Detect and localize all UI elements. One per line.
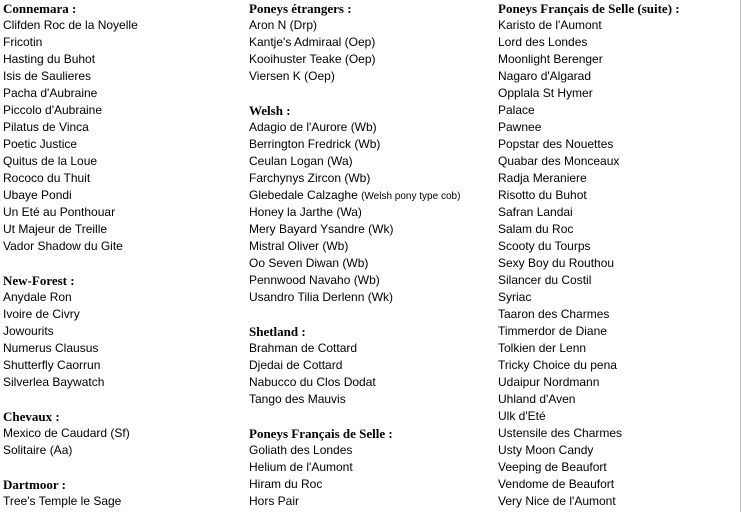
list-item: Mistral Oliver (Wb) xyxy=(249,239,349,253)
list-item: Usandro Tilia Derlenn (Wk) xyxy=(249,290,394,304)
list-item: Shutterfly Caorrun xyxy=(3,358,101,372)
section-title-poneys-etrangers: Poneys étrangers : xyxy=(249,1,352,16)
section-title-new-forest: New-Forest : xyxy=(3,273,75,288)
list-item: Risotto du Buhot xyxy=(498,188,587,202)
list-item: Brahman de Cottard xyxy=(249,341,358,355)
list-item: Kooihuster Teake (Oep) xyxy=(249,52,376,66)
column-3 xyxy=(498,0,738,510)
list-item: Helium de l'Aumont xyxy=(249,460,353,474)
list-item: Very Nice de l'Aumont xyxy=(498,494,616,508)
list-item: Pilatus de Vinca xyxy=(3,120,89,134)
list-item: Popstar des Nouettes xyxy=(498,137,614,151)
list-item: Hors Pair xyxy=(249,494,300,508)
list-item: Viersen K (Oep) xyxy=(249,69,335,83)
list-item: Radja Meraniere xyxy=(498,171,587,185)
list-item: Pacha d'Aubraine xyxy=(3,86,98,100)
list-item: Nagaro d'Algarad xyxy=(498,69,592,83)
column-2 xyxy=(249,0,494,510)
list-item: Rococo du Thuit xyxy=(3,171,91,185)
list-item: Un Eté au Ponthouar xyxy=(3,205,116,219)
section-title-poneys-francais-de-selle-suite: Poneys Français de Selle (suite) : xyxy=(498,1,680,16)
list-item: Silancer du Costil xyxy=(498,273,592,287)
list-item: Usty Moon Candy xyxy=(498,443,594,457)
section-title-shetland: Shetland : xyxy=(249,324,306,339)
list-item: Ut Majeur de Treille xyxy=(3,222,108,236)
list-item: Farchynys Zircon (Wb) xyxy=(249,171,371,185)
spacer xyxy=(3,255,243,272)
list-item: Poetic Justice xyxy=(3,137,78,151)
list-item: Berrington Fredrick (Wb) xyxy=(249,137,381,151)
list-item: Ulk d'Eté xyxy=(498,409,546,423)
list-item: Goliath des Londes xyxy=(249,443,353,457)
list-item: Veeping de Beaufort xyxy=(498,460,607,474)
list-item: Djedai de Cottard xyxy=(249,358,343,372)
list-item: Vador Shadow du Gite xyxy=(3,239,123,253)
list-item: Anydale Ron xyxy=(3,290,72,304)
list-item-name: Glebedale Calzaghe xyxy=(249,188,358,202)
section-title-chevaux: Chevaux : xyxy=(3,409,60,424)
list-item: Mery Bayard Ysandre (Wk) xyxy=(249,222,394,236)
spacer xyxy=(249,408,494,425)
list-item: Palace xyxy=(498,103,535,117)
list-item: Ustensile des Charmes xyxy=(498,426,623,440)
list-item: Vendome de Beaufort xyxy=(498,477,615,491)
list-item: Safran Landai xyxy=(498,205,573,219)
list-item: Syriac xyxy=(498,290,532,304)
list-item: Scooty du Tourps xyxy=(498,239,591,253)
list-item: Hasting du Buhot xyxy=(3,52,96,66)
list-item: Silverlea Baywatch xyxy=(3,375,105,389)
list-item: Nabucco du Clos Dodat xyxy=(249,375,376,389)
list-item: Tolkien der Lenn xyxy=(498,341,587,355)
list-item: Opplala St Hymer xyxy=(498,86,593,100)
list-item: Solitaire (Aa) xyxy=(3,443,73,457)
list-item-with-note xyxy=(249,187,494,204)
section-title-poneys-francais-de-selle: Poneys Français de Selle : xyxy=(249,426,393,441)
list-item: Hiram du Roc xyxy=(249,477,323,491)
list-item: Ivoire de Civry xyxy=(3,307,80,321)
list-item: Moonlight Berenger xyxy=(498,52,603,66)
list-item: Numerus Clausus xyxy=(3,341,99,355)
list-item: Pennwood Navaho (Wb) xyxy=(249,273,380,287)
list-item: Tango des Mauvis xyxy=(249,392,346,406)
spacer xyxy=(249,306,494,323)
list-item: Ceulan Logan (Wa) xyxy=(249,154,353,168)
list-item: Adagio de l'Aurore (Wb) xyxy=(249,120,377,134)
list-item: Lord des Londes xyxy=(498,35,588,49)
list-item: Tricky Choice du pena xyxy=(498,358,617,372)
spacer xyxy=(3,391,243,408)
list-item: Kantje's Admiraal (Oep) xyxy=(249,35,376,49)
list-item: Salam du Roc xyxy=(498,222,574,236)
list-item: Fricotin xyxy=(3,35,43,49)
list-item-note: (Welsh pony type cob) xyxy=(361,191,461,202)
spacer xyxy=(3,459,243,476)
list-item: Tree's Temple le Sage xyxy=(3,494,122,508)
list-item: Isis de Saulieres xyxy=(3,69,92,83)
list-item: Quabar des Monceaux xyxy=(498,154,620,168)
list-item: Sexy Boy du Routhou xyxy=(498,256,615,270)
list-item: Pawnee xyxy=(498,120,542,134)
list-item: Clifden Roc de la Noyelle xyxy=(3,18,138,32)
list-item: Piccolo d'Aubraine xyxy=(3,103,103,117)
spacer xyxy=(249,85,494,102)
list-item: Mexico de Caudard (Sf) xyxy=(3,426,130,440)
section-title-connemara: Connemara : xyxy=(3,1,77,16)
column-1 xyxy=(3,0,243,510)
list-item: Aron N (Drp) xyxy=(249,18,318,32)
list-item: Taaron des Charmes xyxy=(498,307,610,321)
list-item: Quitus de la Loue xyxy=(3,154,98,168)
list-item: Uhland d'Aven xyxy=(498,392,576,406)
list-item: Ubaye Pondi xyxy=(3,188,72,202)
list-item: Karisto de l'Aumont xyxy=(498,18,602,32)
list-item: Udaipur Nordmann xyxy=(498,375,600,389)
section-title-dartmoor: Dartmoor : xyxy=(3,477,66,492)
list-item: Honey la Jarthe (Wa) xyxy=(249,205,362,219)
list-item: Jowourits xyxy=(3,324,54,338)
section-title-welsh: Welsh : xyxy=(249,103,291,118)
list-item: Oo Seven Diwan (Wb) xyxy=(249,256,369,270)
list-item: Timmerdor de Diane xyxy=(498,324,607,338)
